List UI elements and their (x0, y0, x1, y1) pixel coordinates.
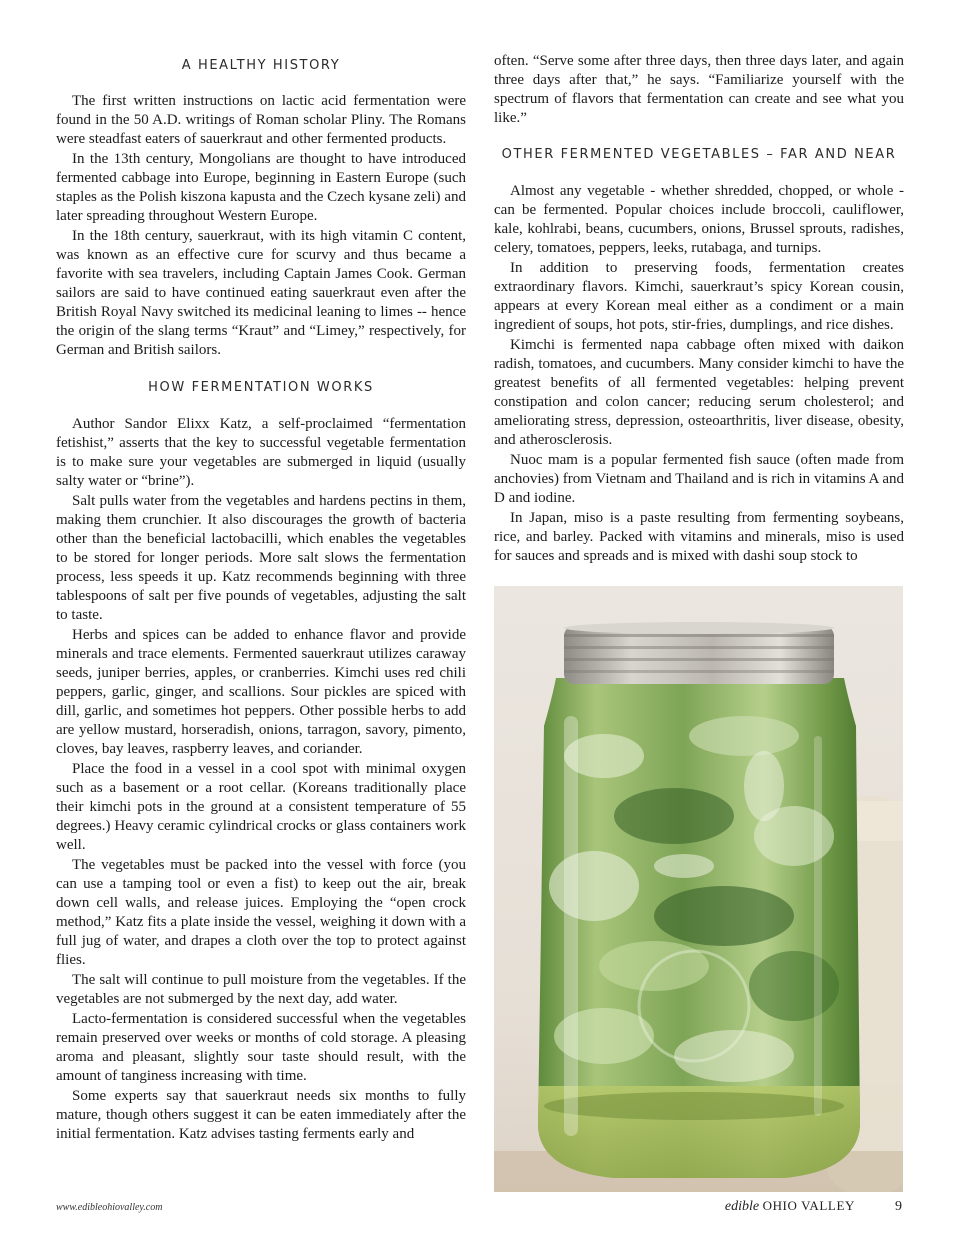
paragraph: Lacto-fermentation is considered successful when the vegetables remain preserved over weeks or months of cold storage. A pleasing aroma and pleasant, slightly sour taste should result, with the amount of tanginess increasing with time. (56, 1011, 466, 1084)
right-column (494, 52, 904, 566)
left-column (56, 52, 466, 1144)
heading-a-healthy-history: A HEALTHY HISTORY (181, 58, 341, 73)
paragraph: Almost any vegetable - whether shredded, chopped, or whole - can be fermented. Popular choices include broccoli, cauliflower, kale, kohlrabi, beans, cucumbers, onions, Brussel sprouts, radishes, celery, tomatoes, peppers, leeks, rutabaga, and turnips. (494, 183, 904, 256)
paragraph: Author Sandor Elixx Katz, a self-proclaimed “fermentation fetishist,” asserts that the key to successful vegetable fermentation is to make sure your vegetables are submerged in liquid (usually salty water or “brine”). (56, 416, 466, 489)
continuation-paragraph: often. “Serve some after three days, then three days later, and again three days after that,” he says. “Familiarize yourself with the spectrum of flavors that fermentation can create and see what you like.” (494, 53, 904, 126)
magazine-name (725, 1198, 855, 1215)
paragraph: The first written instructions on lactic acid fermentation were found in the 50 A.D. writings of Roman scholar Pliny. The Romans were steadfast eaters of sauerkraut and other fermented products. (56, 93, 466, 147)
mason-jar-icon (494, 586, 903, 1192)
page-number: 9 (895, 1199, 902, 1214)
brand-italic: edible (724, 1199, 760, 1214)
paragraph: The vegetables must be packed into the vessel with force (you can use a tamping tool or even a fist) to keep out the air, break down cell walls, and release juices. Employing the “open crock method,” Katz fits a plate inside the vessel, weighing it down with a full jug of water, and drapes a cloth over the top to protect against flies. (56, 857, 466, 968)
paragraph: Some experts say that sauerkraut needs six months to fully mature, though others suggest it can be eaten immediately after the initial fermentation. Katz advises tasting ferments early and (56, 1088, 466, 1142)
paragraph: In the 18th century, sauerkraut, with its high vitamin C content, was known as an effective cure for scurvy and thus became a favorite with sea travelers, including Captain James Cook. German sailors are said to have continued eating sauerkraut even after the British Royal Navy switched its medicinal leaning to limes -- hence the origin of the slang terms “Kraut” and “Limey,” respectively, for German and British sailors. (56, 228, 466, 358)
footer-brand (725, 1198, 902, 1215)
paragraph: Kimchi is fermented napa cabbage often mixed with daikon radish, tomatoes, and cucumbers. Many consider kimchi to have the greatest benefits of all fermented vegetables: helping prevent constipation and colon cancer; reducing serum cholesterol; and ameliorating stress, depression, osteoarthritis, liver disease, obesity, and atherosclerosis. (494, 337, 904, 448)
paragraph: In addition to preserving foods, fermentation creates extraordinary flavors. Kimchi, sauerkraut’s spicy Korean cousin, appears at every Korean meal either as a condiment or a main ingredient of soups, hot pots, stir-fries, dumplings, and rice dishes. (494, 260, 904, 333)
brand-caps: OHIO VALLEY (762, 1198, 855, 1213)
footer-url[interactable]: www.edibleohiovalley.com (56, 1202, 163, 1213)
mason-jar-photo (494, 586, 903, 1192)
heading-other-fermented-vegetables: OTHER FERMENTED VEGETABLES – FAR AND NEAR (501, 147, 897, 162)
paragraph: Herbs and spices can be added to enhance flavor and provide minerals and trace elements. Fermented sauerkraut utilizes caraway seeds, juniper berries, apples, or cranberries. Kimchi uses red chili peppers, garlic, ginger, and scallions. Sour pickles are spiced with dill, garlic, and sometimes hot peppers. Other possible herbs to add are yellow mustard, horseradish, onions, tarragon, savory, pimento, cloves, bay leaves, raspberry leaves, and coriander. (56, 627, 466, 757)
heading-how-fermentation-works: HOW FERMENTATION WORKS (148, 380, 374, 395)
paragraph: In Japan, miso is a paste resulting from fermenting soybeans, rice, and barley. Packed with vitamins and minerals, miso is used for sauces and spreads and is mixed with dashi soup stock to (494, 510, 904, 564)
paragraph: Nuoc mam is a popular fermented fish sauce (often made from anchovies) from Vietnam and Thailand and is rich in vitamins A and D and iodine. (494, 452, 904, 506)
paragraph: The salt will continue to pull moisture from the vegetables. If the vegetables are not submerged by the next day, add water. (56, 972, 466, 1007)
paragraph: In the 13th century, Mongolians are thought to have introduced fermented cabbage into Europe, beginning in Eastern Europe (such staples as the Polish kiszona kapusta and the Czech kysane zeli) and later spreading throughout Western Europe. (56, 151, 466, 224)
paragraph: Place the food in a vessel in a cool spot with minimal oxygen such as a basement or a root cellar. (Koreans traditionally place their kimchi pots in the ground at a consistent temperature of 55 degrees.) Heavy ceramic cylindrical crocks or glass containers work well. (56, 761, 466, 853)
paragraph: Salt pulls water from the vegetables and hardens pectins in them, making them crunchier. It also discourages the growth of bacteria other than the beneficial lactobacilli, which enables the vegetables to be stored for longer periods. More salt slows the fermentation process, less speeds it up. Katz recommends beginning with three tablespoons of salt per five pounds of vegetables, adjusting the salt to taste. (56, 493, 466, 623)
